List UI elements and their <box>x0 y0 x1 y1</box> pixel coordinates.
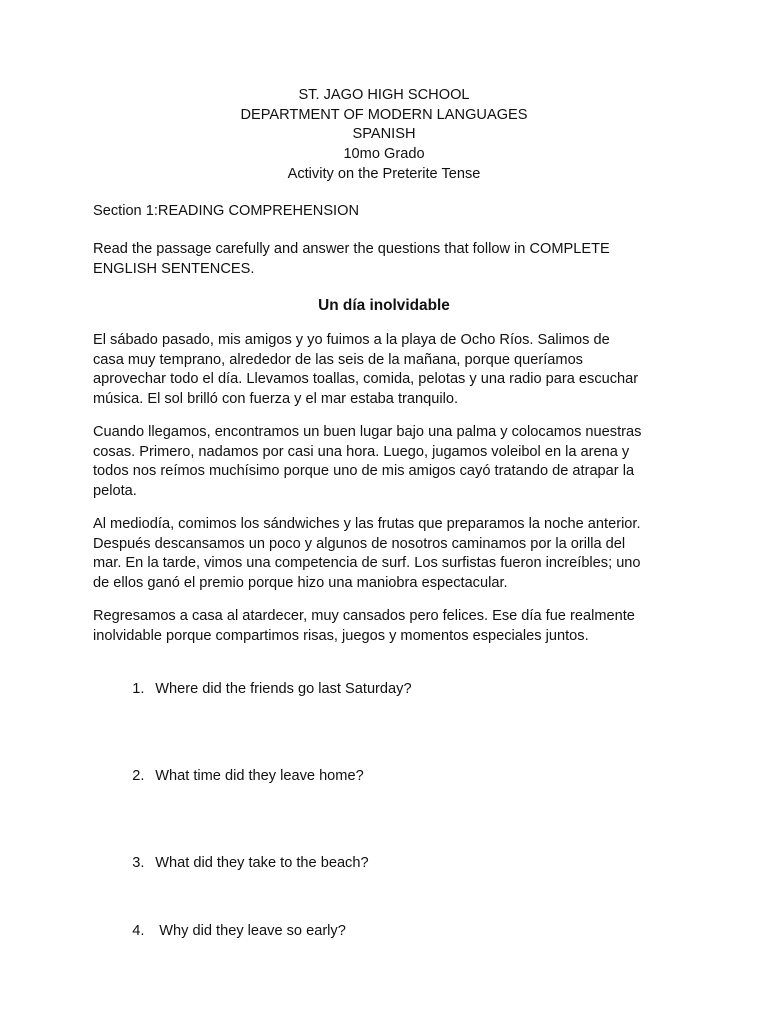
school-name: ST. JAGO HIGH SCHOOL <box>298 87 470 103</box>
question-text: What did they take to the beach? <box>155 854 369 871</box>
question-number: 4. <box>132 922 145 939</box>
question-item <box>116 747 364 806</box>
question-item <box>116 902 346 961</box>
section-title: Section 1:READING COMPREHENSION <box>93 203 359 219</box>
instructions-line: ENGLISH SENTENCES. <box>93 260 255 277</box>
paragraph-line: inolvidable porque compartimos risas, juegos y momentos especiales juntos. <box>93 627 589 644</box>
paragraph-line: música. El sol brilló con fuerza y el mar estaba tranquilo. <box>93 391 459 408</box>
paragraph-line: El sábado pasado, mis amigos y yo fuimos a la playa de Ocho Ríos. Salimos de <box>93 332 610 348</box>
question-number: 2. <box>132 767 145 784</box>
activity-title: Activity on the Preterite Tense <box>287 165 481 182</box>
passage-paragraph-2 <box>93 423 683 502</box>
paragraph-line: Regresamos a casa al atardecer, muy cansados pero felices. Ese día fue realmente <box>93 608 635 624</box>
paragraph-line: Después descansamos un poco y algunos de nosotros caminamos por la orilla del <box>93 535 626 552</box>
paragraph-line: casa muy temprano, alrededor de las seis de la mañana, porque queríamos <box>93 351 583 368</box>
question-number: 3. <box>132 854 145 871</box>
passage-paragraph-4 <box>93 607 683 646</box>
subject-name: SPANISH <box>352 126 416 143</box>
question-item <box>116 660 412 719</box>
paragraph-line: Cuando llegamos, encontramos un buen lugar bajo una palma y colocamos nuestras <box>93 424 642 440</box>
paragraph-line: aprovechar todo el día. Llevamos toallas, comida, pelotas y una radio para escuchar <box>93 371 639 388</box>
document-header <box>0 86 768 185</box>
department-name: DEPARTMENT OF MODERN LANGUAGES <box>240 106 528 123</box>
question-text: What time did they leave home? <box>155 767 364 784</box>
instructions <box>93 240 683 279</box>
question-item <box>116 834 369 893</box>
paragraph-line: de ellos ganó el premio porque hizo una maniobra espectacular. <box>93 575 508 592</box>
question-text: Why did they leave so early? <box>155 922 346 939</box>
passage-paragraph-3 <box>93 515 683 594</box>
question-text: Where did the friends go last Saturday? <box>155 680 412 697</box>
paragraph-line: pelota. <box>93 483 137 500</box>
paragraph-line: todos nos reímos muchísimo porque uno de mis amigos cayó tratando de atrapar la <box>93 463 635 480</box>
paragraph-line: mar. En la tarde, vimos una competencia de surf. Los surfistas fueron increíbles; uno <box>93 555 641 572</box>
question-number: 1. <box>132 680 145 697</box>
passage-title: Un día inolvidable <box>318 297 450 314</box>
paragraph-line: Al mediodía, comimos los sándwiches y las frutas que preparamos la noche anterior. <box>93 516 641 532</box>
instructions-line: Read the passage carefully and answer the questions that follow in COMPLETE <box>93 241 610 257</box>
passage-paragraph-1 <box>93 331 683 410</box>
paragraph-line: cosas. Primero, nadamos por casi una hora. Luego, jugamos voleibol en la arena y <box>93 443 630 460</box>
grade-level: 10mo Grado <box>343 146 425 163</box>
